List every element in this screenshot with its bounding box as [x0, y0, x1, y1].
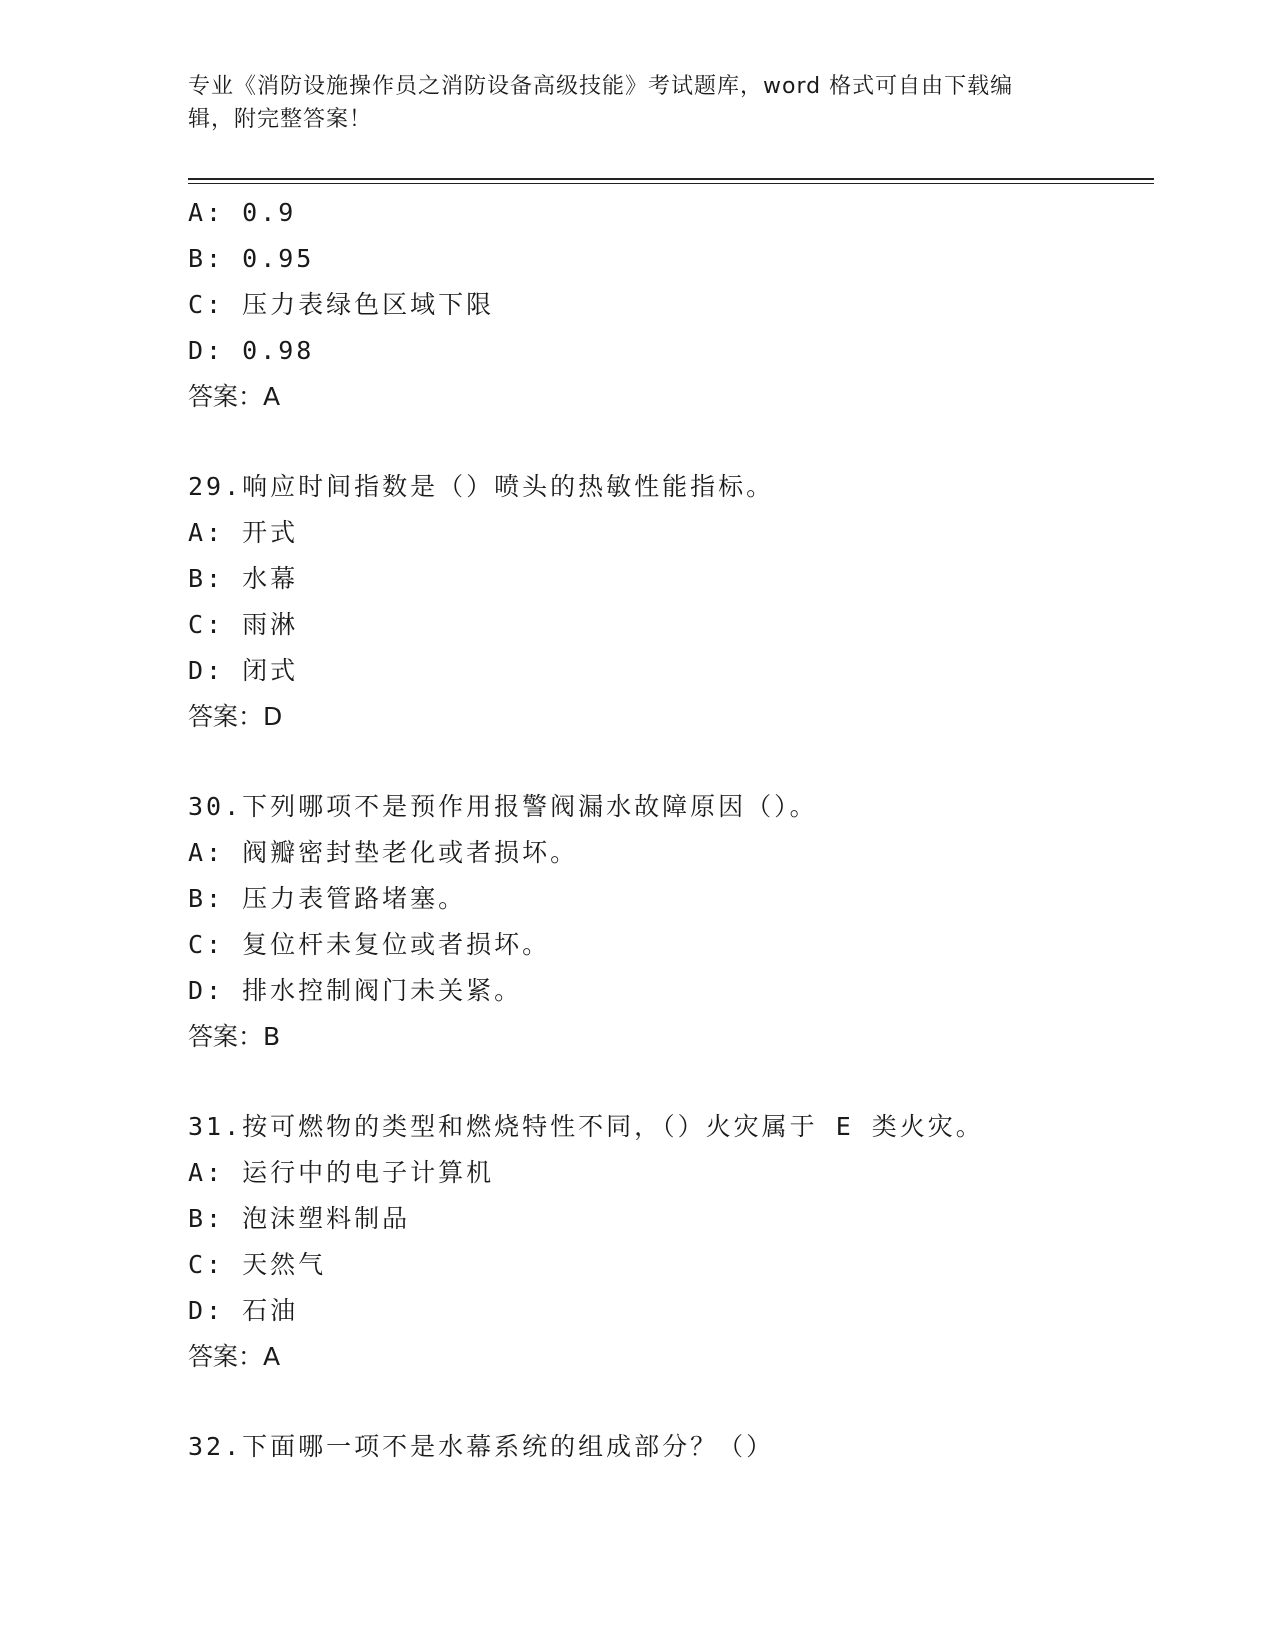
option-b: B: 0.95 [188, 244, 315, 273]
option-a: A: 0.9 [188, 198, 297, 227]
option-d: D: 排水控制阀门未关紧。 [188, 976, 523, 1005]
option-c: C: 压力表绿色区域下限 [188, 290, 495, 319]
question-list [188, 190, 1154, 1470]
answer-line: 答案：B [188, 1022, 281, 1051]
option-a: A: 开式 [188, 518, 299, 547]
question-31 [188, 1104, 1154, 1380]
document-header [188, 70, 1068, 136]
option-c: C: 复位杆未复位或者损坏。 [188, 930, 551, 959]
option-d: D: 石油 [188, 1296, 299, 1325]
answer-line: 答案：A [188, 1342, 281, 1371]
question-30 [188, 784, 1154, 1060]
option-c: C: 天然气 [188, 1250, 327, 1279]
option-b: B: 泡沫塑料制品 [188, 1204, 411, 1233]
option-b: B: 压力表管路堵塞。 [188, 884, 467, 913]
option-a: A: 运行中的电子计算机 [188, 1158, 495, 1187]
option-d: D: 0.98 [188, 336, 315, 365]
answer-line: 答案：A [188, 382, 281, 411]
option-d: D: 闭式 [188, 656, 299, 685]
header-line-1: 专业《消防设施操作员之消防设备高级技能》考试题库，word 格式可自由下载编 [188, 74, 1014, 99]
question-stem: 29.响应时间指数是（）喷头的热敏性能指标。 [188, 472, 775, 501]
header-rule-thin [188, 183, 1154, 184]
header-rule-thick [188, 178, 1154, 180]
option-a: A: 阀瓣密封垫老化或者损坏。 [188, 838, 579, 867]
question-29 [188, 464, 1154, 740]
question-32 [188, 1424, 1154, 1470]
option-c: C: 雨淋 [188, 610, 299, 639]
answer-line: 答案：D [188, 702, 283, 731]
question-stem: 30.下列哪项不是预作用报警阀漏水故障原因（）。 [188, 792, 818, 821]
question-stem: 31.按可燃物的类型和燃烧特性不同，（）火灾属于 E 类火灾。 [188, 1112, 984, 1141]
question-stem: 32.下面哪一项不是水幕系统的组成部分？（） [188, 1432, 775, 1461]
prev-question-block [188, 190, 1154, 420]
option-b: B: 水幕 [188, 564, 299, 593]
header-line-2: 辑，附完整答案！ [188, 107, 373, 132]
